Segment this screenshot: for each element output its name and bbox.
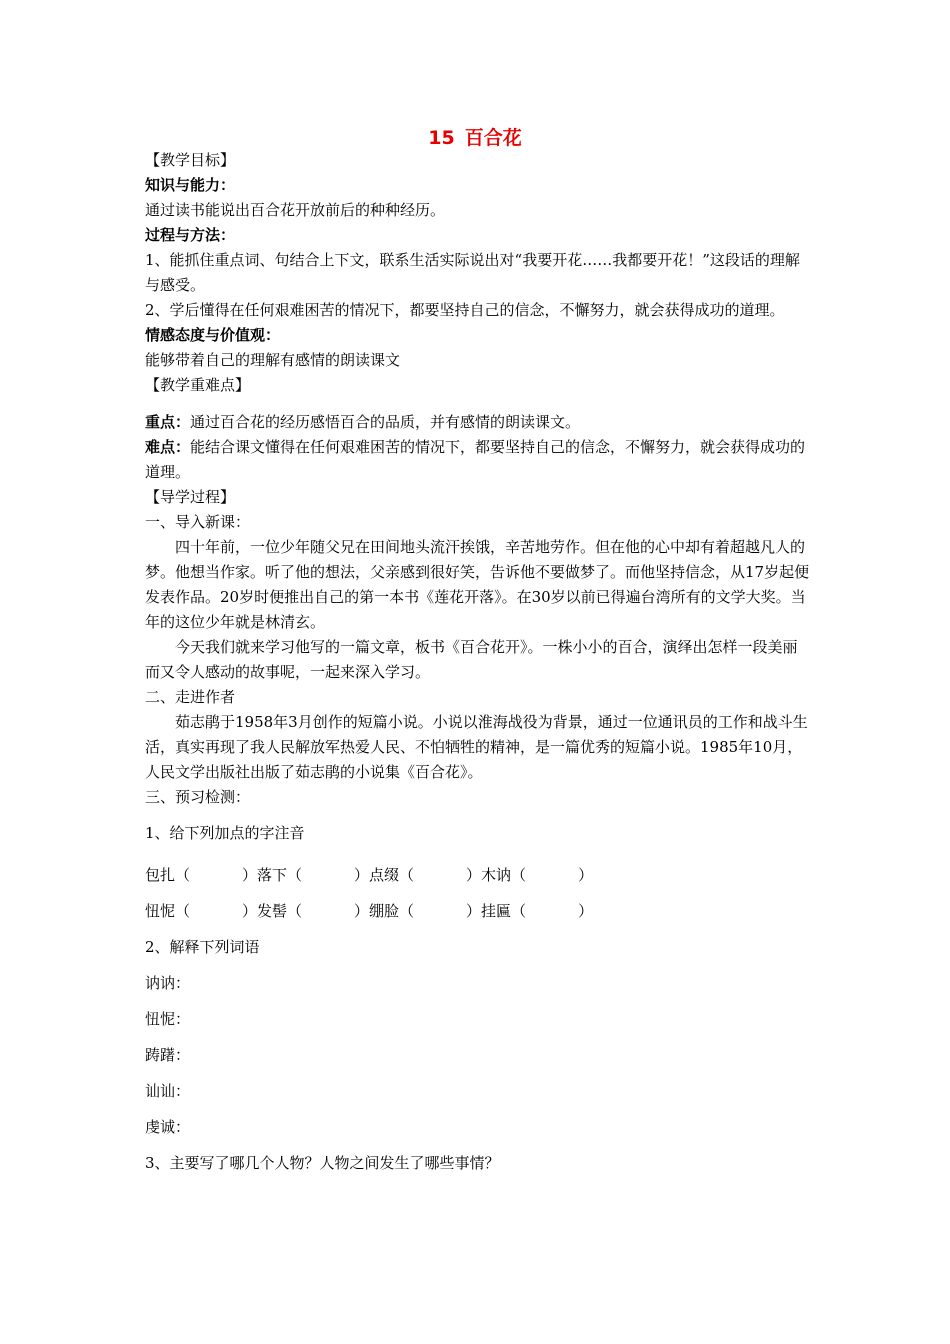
knowledge-heading: 知识与能力： (145, 176, 236, 194)
vocab-item: 忸怩： (145, 1010, 191, 1028)
process-item-1: 1、能抓住重点词、句结合上下文，联系生活实际说出对“我要开花……我都要开花！”这段话的理解与感受。 (145, 251, 800, 294)
pinyin-item: ）点缀（ (354, 866, 415, 884)
vocab-item: 讪讪： (145, 1082, 191, 1100)
process-guide-heading: 【导学过程】 (145, 488, 236, 506)
key-points-heading: 【教学重难点】 (145, 376, 251, 394)
question-2: 2、解释下列词语 (145, 938, 260, 956)
difficult-text: 能结合课文懂得在任何艰难困苦的情况下，都要坚持自己的信念，不懈努力，就会获得成功的道理。 (145, 438, 806, 481)
difficult-label: 难点： (145, 438, 191, 456)
process-item-2: 2、学后懂得在任何艰难困苦的情况下，都要坚持自己的信念，不懈努力，就会获得成功的道理。 (145, 301, 785, 319)
pinyin-item: ）发髻（ (242, 902, 303, 920)
question-3: 3、主要写了哪几个人物？人物之间发生了哪些事情？ (145, 1154, 500, 1172)
process-heading: 过程与方法： (145, 226, 236, 244)
pinyin-item: ）落下（ (242, 866, 303, 884)
vocab-item: 虔诚： (145, 1118, 191, 1136)
section3-heading: 三、预习检测： (145, 788, 251, 806)
pinyin-row-1 (145, 857, 810, 893)
pinyin-item: 忸怩（ (145, 902, 191, 920)
lesson-number: 15 (428, 127, 455, 149)
section2-heading: 二、走进作者 (145, 688, 236, 706)
emotion-heading: 情感态度与价值观： (145, 326, 281, 344)
question-1: 1、给下列加点的字注音 (145, 824, 305, 842)
vocab-item: 踌躇： (145, 1046, 191, 1064)
pinyin-item: ）绷脸（ (354, 902, 415, 920)
knowledge-text: 通过读书能说出百合花开放前后的种种经历。 (145, 201, 446, 219)
key-label: 重点： (145, 413, 191, 431)
vocab-item: 讷讷： (145, 974, 191, 992)
key-point (145, 410, 810, 435)
section1-paragraph-2: 今天我们就来学习他写的一篇文章，板书《百合花开》。一株小小的百合，演绎出怎样一段美丽而又令人感动的故事呢，一起来深入学习。 (145, 638, 798, 681)
section2-paragraph: 茹志鹃于1958年3月创作的短篇小说。小说以淮海战役为背景，通过一位通讯员的工作和战斗生活，真实再现了我人民解放军热爱人民、不怕牺牲的精神，是一篇优秀的短篇小说。1985年10月，人民文学出版社出版了茹志鹃的小说集《百合花》。 (145, 713, 808, 781)
pinyin-item: ） (578, 866, 594, 884)
pinyin-row-2 (145, 893, 810, 929)
section1-heading: 一、导入新课： (145, 513, 251, 531)
document-body (145, 148, 810, 1181)
pinyin-item: ）木讷（ (466, 866, 527, 884)
lesson-title: 百合花 (464, 127, 522, 149)
pinyin-item: 包扎（ (145, 866, 191, 884)
pinyin-item: ）挂匾（ (466, 902, 527, 920)
emotion-text: 能够带着自己的理解有感情的朗读课文 (145, 351, 401, 369)
teaching-goals-heading: 【教学目标】 (145, 151, 236, 169)
key-text: 通过百合花的经历感悟百合的品质，并有感情的朗读课文。 (190, 413, 581, 431)
pinyin-item: ） (578, 902, 594, 920)
section1-paragraph-1: 四十年前，一位少年随父兄在田间地头流汗挨饿，辛苦地劳作。但在他的心中却有着超越凡人的梦。他想当作家。听了他的想法，父亲感到很好笑，告诉他不要做梦了。而他坚持信念，从17岁起便发表作品。20岁时便推出自己的第一本书《莲花开落》。在30岁以前已得遍台湾所有的文学大奖。当年的这位少年就是林清玄。 (145, 538, 810, 631)
difficult-point (145, 435, 810, 485)
